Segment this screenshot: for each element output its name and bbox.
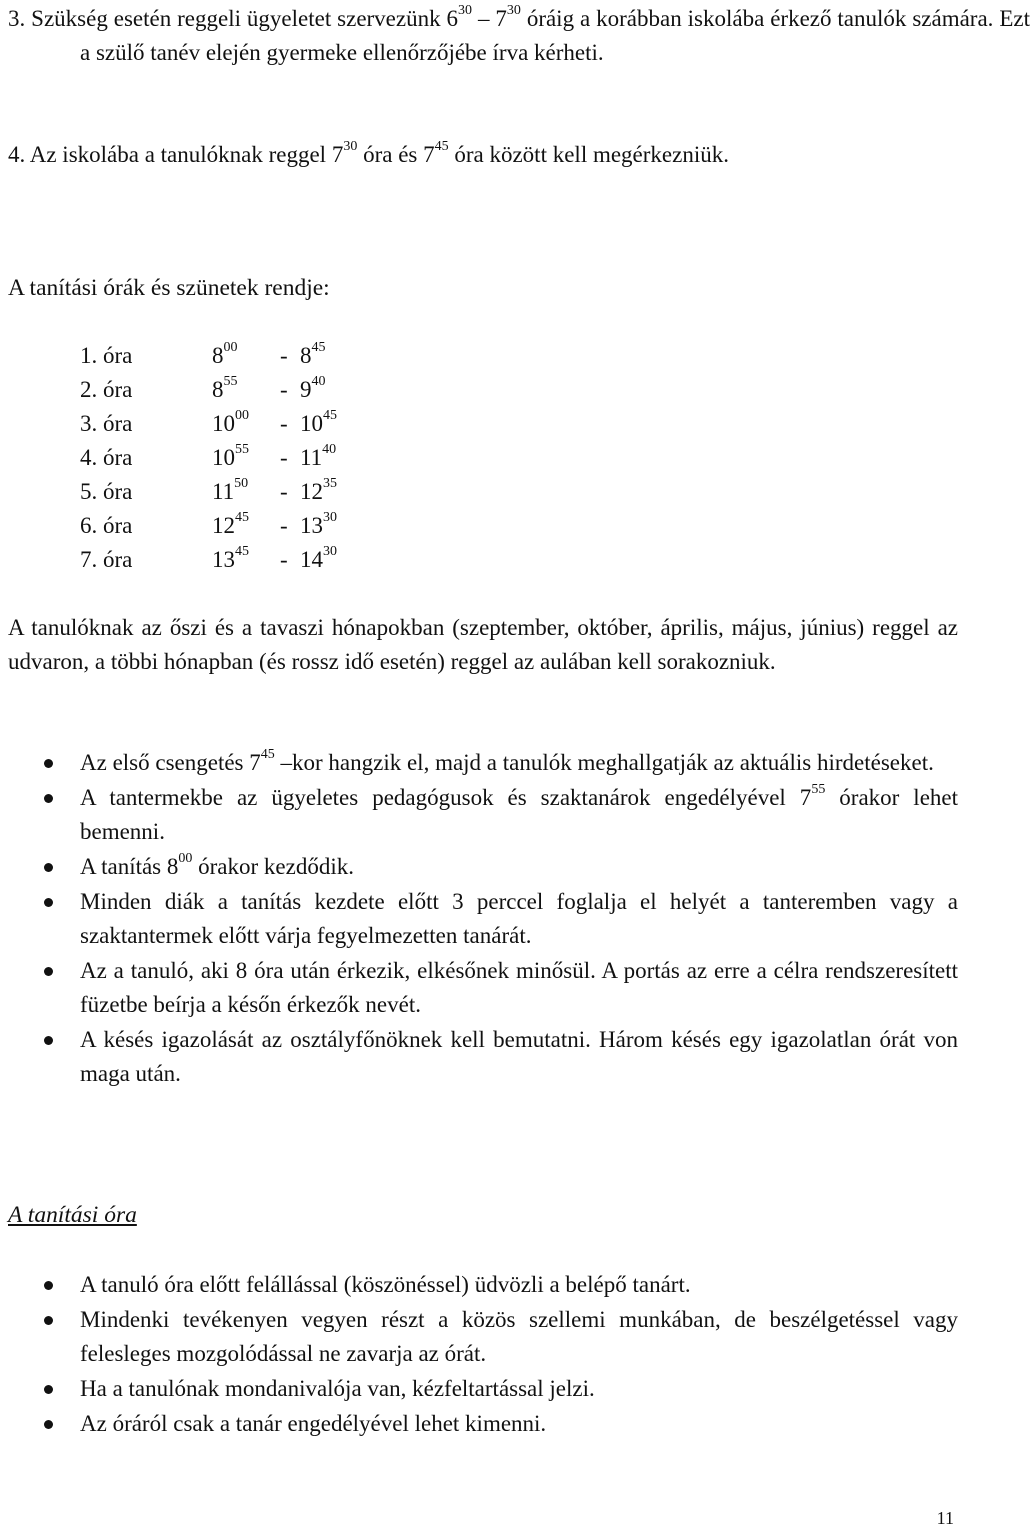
lesson-label: 3. óra <box>80 411 133 436</box>
schedule-row <box>80 509 480 543</box>
list-item <box>80 781 958 849</box>
schedule-table <box>80 339 480 577</box>
start-minute: 00 <box>223 340 238 356</box>
item-3-sup-1: 30 <box>458 3 473 19</box>
end-hour: 13 <box>300 513 323 538</box>
paragraph-item-4 <box>8 138 1030 172</box>
start-minute: 55 <box>235 442 249 458</box>
end-minute: 45 <box>323 408 337 424</box>
schedule-row <box>80 373 480 407</box>
bullet-text-b: –kor hangzik el, majd a tanulók meghallgatják az aktuális hirdetéseket. <box>274 750 934 775</box>
lesson-start <box>212 475 248 509</box>
schedule-row <box>80 543 480 577</box>
item-4-sup-1: 30 <box>343 139 358 155</box>
schedule-row <box>80 475 480 509</box>
start-minute: 00 <box>235 408 249 424</box>
end-minute: 30 <box>323 510 337 526</box>
end-hour: 9 <box>300 377 312 402</box>
item-4-text-b: óra és 7 <box>357 142 435 167</box>
start-minute: 45 <box>235 544 249 560</box>
rules-bullet-list <box>80 746 958 1092</box>
bullet-text-b: órakor kezdődik. <box>192 854 354 879</box>
list-item: A késés igazolását az osztályfőnöknek kell bemutatni. Három késés egy igazolatlan órát von maga után. <box>80 1023 958 1091</box>
page-number: 11 <box>936 1508 954 1528</box>
end-hour: 14 <box>300 547 323 572</box>
lesson-end <box>300 441 336 475</box>
item-3-sup-2: 30 <box>506 3 521 19</box>
list-item: Mindenki tevékenyen vegyen részt a közös szellemi munkában, de beszélgetéssel vagy felesleges mozgolódással ne zavarja az órát. <box>80 1303 958 1371</box>
lesson-label: 2. óra <box>80 377 133 402</box>
list-item: Ha a tanulónak mondanivalója van, kézfeltartással jelzi. <box>80 1372 958 1406</box>
lesson-end <box>300 407 337 441</box>
lesson-end <box>300 373 326 407</box>
schedule-row <box>80 407 480 441</box>
schedule-row <box>80 441 480 475</box>
end-minute: 35 <box>323 476 337 492</box>
end-minute: 40 <box>311 374 326 390</box>
lesson-start <box>212 407 249 441</box>
schedule-row <box>80 339 480 373</box>
start-hour: 12 <box>212 513 235 538</box>
end-minute: 30 <box>323 544 337 560</box>
lesson-end <box>300 509 337 543</box>
list-item <box>80 850 958 884</box>
end-hour: 10 <box>300 411 323 436</box>
start-minute: 50 <box>234 476 249 492</box>
lesson-start <box>212 543 249 577</box>
item-4-sup-2: 45 <box>434 139 449 155</box>
lesson-label: 1. óra <box>80 343 133 368</box>
section-heading-lesson: A tanítási óra <box>8 1202 137 1228</box>
time-dash: - <box>280 343 288 368</box>
end-minute: 45 <box>311 340 326 356</box>
end-hour: 11 <box>300 445 323 470</box>
list-item: Az óráról csak a tanár engedélyével lehet kimenni. <box>80 1407 958 1441</box>
time-dash: - <box>280 547 288 572</box>
lesson-label: 6. óra <box>80 513 133 538</box>
lesson-start <box>212 373 238 407</box>
start-hour: 10 <box>212 445 235 470</box>
item-3-text-c: óráig a korábban iskolába érkező tanulók számára. Ezt a szülő tanév elején gyermeke ellenőrzőjébe írva kérheti. <box>80 6 1030 65</box>
lesson-label: 4. óra <box>80 445 133 470</box>
lesson-end <box>300 543 337 577</box>
lesson-start <box>212 509 249 543</box>
end-minute: 40 <box>322 442 337 458</box>
bullet-sup: 55 <box>811 782 826 798</box>
end-hour: 12 <box>300 479 323 504</box>
bullet-sup: 45 <box>260 747 275 763</box>
start-hour: 10 <box>212 411 235 436</box>
time-dash: - <box>280 479 288 504</box>
list-item: A tanuló óra előtt felállással (köszönéssel) üdvözli a belépő tanárt. <box>80 1268 958 1302</box>
start-hour: 8 <box>212 343 224 368</box>
end-hour: 8 <box>300 343 312 368</box>
item-3-text-a: 3. Szükség esetén reggeli ügyeletet szervezünk 6 <box>8 6 459 31</box>
start-hour: 13 <box>212 547 235 572</box>
item-4-text-c: óra között kell megérkezniük. <box>448 142 729 167</box>
start-minute: 55 <box>223 374 238 390</box>
paragraph-item-3 <box>8 2 1030 70</box>
bullet-sup: 00 <box>178 851 193 867</box>
lineup-paragraph: A tanulóknak az őszi és a tavaszi hónapokban (szeptember, október, április, május, június) reggel az udvaron, a többi hónapban (és rossz idő esetén) reggel az aulában kell sorakozniuk. <box>8 615 958 674</box>
bullet-text-a: A tanítás 8 <box>80 854 179 879</box>
time-dash: - <box>280 513 288 538</box>
time-dash: - <box>280 411 288 436</box>
lesson-end <box>300 339 326 373</box>
list-item: Az a tanuló, aki 8 óra után érkezik, elkésőnek minősül. A portás az erre a célra rendszeresített füzetbe beírja a későn érkezők nevét. <box>80 954 958 1022</box>
list-item: Minden diák a tanítás kezdete előtt 3 perccel foglalja el helyét a tanteremben vagy a szaktantermek előtt várja fegyelmezetten tanárát. <box>80 885 958 953</box>
start-minute: 45 <box>235 510 249 526</box>
bullet-text-a: A tantermekbe az ügyeletes pedagógusok és szaktanárok engedélyével 7 <box>80 785 812 810</box>
lesson-bullet-list <box>80 1268 958 1442</box>
bullet-text-a: Az első csengetés 7 <box>80 750 261 775</box>
list-item <box>80 746 958 780</box>
time-dash: - <box>280 445 288 470</box>
start-hour: 8 <box>212 377 224 402</box>
lesson-label: 5. óra <box>80 479 133 504</box>
schedule-heading: A tanítási órák és szünetek rendje: <box>8 275 330 301</box>
item-3-text-b: – 7 <box>472 6 507 31</box>
lesson-end <box>300 475 337 509</box>
lesson-start <box>212 339 238 373</box>
start-hour: 11 <box>212 479 235 504</box>
item-4-text-a: 4. Az iskolába a tanulóknak reggel 7 <box>8 142 344 167</box>
time-dash: - <box>280 377 288 402</box>
bullet-text-b: órakor lehet bemenni. <box>80 785 958 844</box>
lesson-start <box>212 441 249 475</box>
lesson-label: 7. óra <box>80 547 133 572</box>
